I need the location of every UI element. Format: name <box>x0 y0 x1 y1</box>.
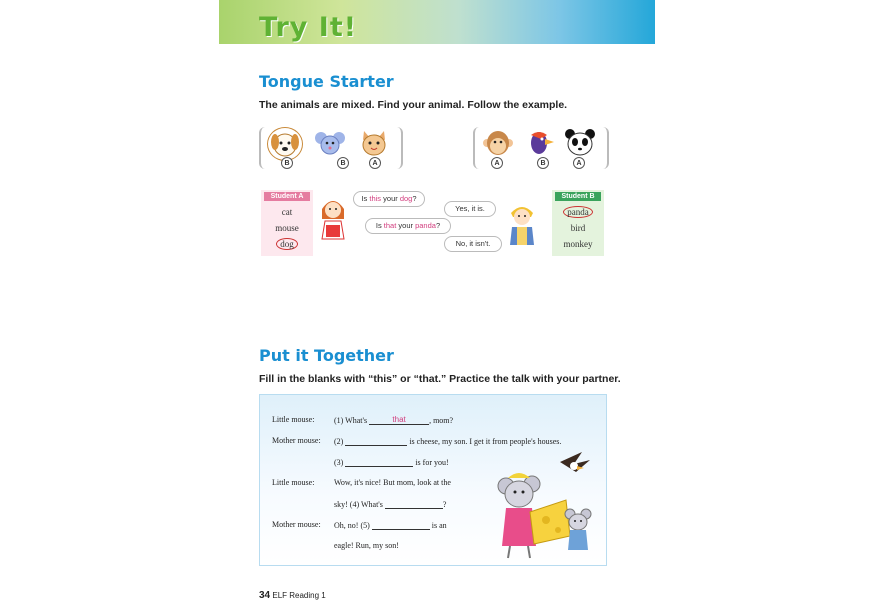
dialogue-line-1: (1) What's that , mom? <box>334 415 454 425</box>
dialogue-line-7: eagle! Run, my son! <box>334 541 399 550</box>
student-a-word-circled: dog <box>276 238 298 250</box>
textbook-page <box>219 0 655 612</box>
speaker-label: Mother mouse: <box>272 436 321 445</box>
student-b-label: Student B <box>555 192 601 201</box>
page-title: Try It! <box>259 12 358 43</box>
dialogue-line-5: sky! (4) What's ? <box>334 500 447 509</box>
student-a-word: cat <box>281 207 293 217</box>
dialogue-line-2: (2) is cheese, my son. I get it from people's houses. <box>334 437 562 446</box>
student-a-label: Student A <box>264 192 310 201</box>
animal-tag: B <box>281 157 293 169</box>
bird-icon <box>523 127 557 159</box>
animal-group-left <box>259 127 403 169</box>
animal-group-right <box>473 127 609 169</box>
example-answer: that <box>392 415 406 424</box>
tongue-starter-heading: Tongue Starter <box>259 72 394 91</box>
answer-blank[interactable] <box>385 499 443 509</box>
put-it-together-heading: Put it Together <box>259 346 394 365</box>
cat-face-icon <box>357 127 391 159</box>
dialogue-line-6: Oh, no! (5) is an <box>334 521 447 530</box>
speaker-label: Mother mouse: <box>272 520 321 529</box>
speaker-label: Little mouse: <box>272 478 315 487</box>
mouse-face-icon <box>313 127 347 159</box>
speech-bubble-yes: Yes, it is. <box>444 201 496 217</box>
dialogue-line-4: Wow, it's nice! But mom, look at the <box>334 478 451 487</box>
dialogue-box <box>259 394 607 566</box>
dog-face-icon <box>267 127 303 161</box>
mice-with-cheese-illustration <box>490 450 602 567</box>
answer-blank[interactable] <box>345 436 407 446</box>
student-a-box <box>261 190 313 256</box>
student-b-word-circled: panda <box>563 206 593 218</box>
answer-blank[interactable] <box>345 457 413 467</box>
page-footer <box>259 590 326 601</box>
speech-bubble-is-that-your-panda: Is that your panda? <box>365 218 451 234</box>
put-it-together-instruction: Fill in the blanks with “this” or “that.” Practice the talk with your partner. <box>259 373 621 385</box>
book-title: ELF Reading 1 <box>272 591 326 600</box>
animal-tag: B <box>537 157 549 169</box>
monkey-face-icon <box>481 127 515 159</box>
girl-illustration <box>318 195 348 246</box>
student-b-box <box>552 190 604 256</box>
animal-tag: A <box>491 157 503 169</box>
page-number: 34 <box>259 590 271 601</box>
boy-illustration <box>505 201 539 252</box>
dialogue-line-3: (3) is for you! <box>334 458 449 467</box>
student-b-word: bird <box>570 223 586 233</box>
speech-bubble-no: No, it isn't. <box>444 236 502 252</box>
animal-tag: A <box>369 157 381 169</box>
speaker-label: Little mouse: <box>272 415 315 424</box>
tongue-starter-instruction: The animals are mixed. Find your animal. Follow the example. <box>259 99 568 111</box>
animal-tag: B <box>337 157 349 169</box>
student-b-word: monkey <box>563 239 593 249</box>
speech-bubble-is-this-your-dog: Is this your dog? <box>353 191 425 207</box>
answer-blank[interactable] <box>372 520 430 530</box>
student-a-word: mouse <box>275 223 299 233</box>
header-band <box>219 0 655 44</box>
panda-face-icon <box>563 127 597 159</box>
animal-tag: A <box>573 157 585 169</box>
